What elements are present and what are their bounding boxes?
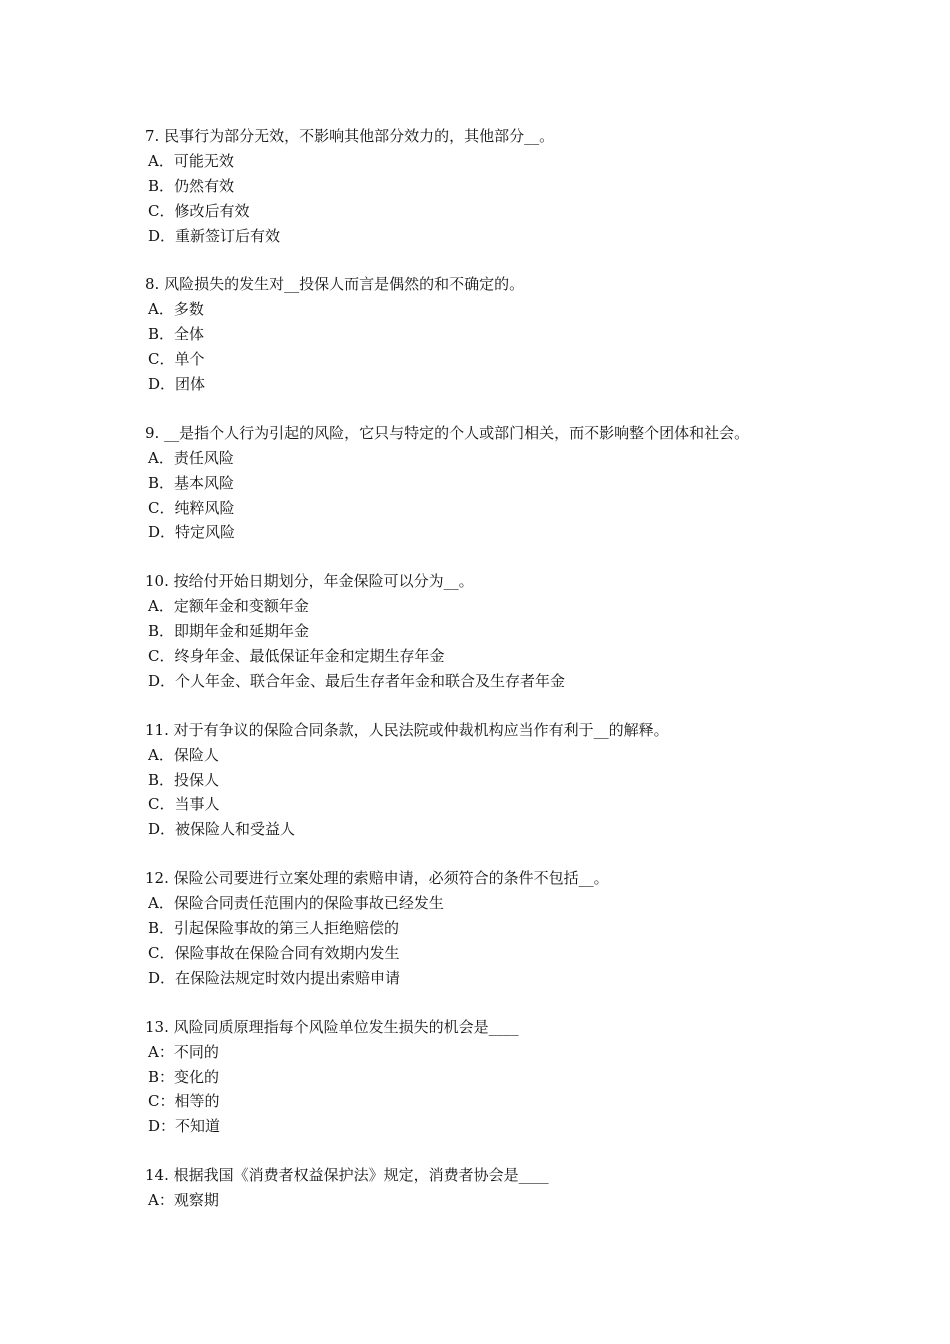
question-11	[145, 718, 865, 842]
option-c: C．单个	[148, 350, 205, 369]
question-text: 12. 保险公司要进行立案处理的索赔申请，必须符合的条件不包括__。	[145, 869, 609, 888]
question-text: 9. __是指个人行为引起的风险，它只与特定的个人或部门相关，而不影响整个团体和社会。	[145, 423, 750, 442]
option-b: B．投保人	[148, 770, 220, 789]
option-a: A．责任风险	[148, 448, 234, 467]
question-text: 11. 对于有争议的保险合同条款，人民法院或仲裁机构应当作有利于__的解释。	[145, 720, 669, 739]
option-d: D．特定风险	[148, 523, 236, 542]
option-b: B．引起保险事故的第三人拒绝赔偿的	[148, 919, 400, 938]
question-9	[145, 421, 865, 545]
option-c: C．当事人	[148, 795, 220, 814]
option-a: A：不同的	[148, 1042, 219, 1061]
option-c: C．保险事故在保险合同有效期内发生	[148, 943, 400, 962]
option-a: A．可能无效	[148, 151, 234, 170]
option-d: D．在保险法规定时效内提出索赔申请	[148, 968, 401, 987]
option-d: D．重新签订后有效	[148, 226, 281, 245]
question-12	[145, 866, 865, 990]
option-a: A．保险合同责任范围内的保险事故已经发生	[148, 894, 444, 913]
question-7	[145, 124, 865, 248]
question-text: 14. 根据我国《消费者权益保护法》规定，消费者协会是____	[145, 1166, 549, 1185]
question-text: 13. 风险同质原理指每个风险单位发生损失的机会是____	[145, 1017, 519, 1036]
option-b: B．仍然有效	[148, 176, 235, 195]
option-c: C．纯粹风险	[148, 498, 235, 517]
question-text: 10. 按给付开始日期划分，年金保险可以分为__。	[145, 572, 474, 591]
option-d: D．团体	[148, 375, 206, 394]
option-d: D．个人年金、联合年金、最后生存者年金和联合及生存者年金	[148, 671, 566, 690]
question-list	[145, 124, 865, 1237]
option-c: C：相等的	[148, 1092, 220, 1111]
option-a: A．多数	[148, 300, 204, 319]
question-10	[145, 569, 865, 693]
option-a: A：观察期	[148, 1191, 219, 1210]
option-c: C．终身年金、最低保证年金和定期生存年金	[148, 647, 445, 666]
question-text: 7. 民事行为部分无效，不影响其他部分效力的，其他部分__。	[145, 127, 555, 145]
question-8	[145, 272, 865, 396]
question-14	[145, 1163, 865, 1213]
question-13	[145, 1015, 865, 1139]
option-b: B．全体	[148, 325, 205, 344]
option-d: D．被保险人和受益人	[148, 820, 296, 839]
option-b: B．基本风险	[148, 473, 235, 492]
option-d: D：不知道	[148, 1117, 221, 1136]
option-b: B．即期年金和延期年金	[148, 622, 310, 641]
option-c: C．修改后有效	[148, 201, 250, 220]
option-a: A．定额年金和变额年金	[148, 597, 309, 616]
option-b: B：变化的	[148, 1067, 220, 1086]
option-a: A．保险人	[148, 745, 219, 764]
question-text: 8. 风险损失的发生对__投保人而言是偶然的和不确定的。	[145, 275, 525, 294]
